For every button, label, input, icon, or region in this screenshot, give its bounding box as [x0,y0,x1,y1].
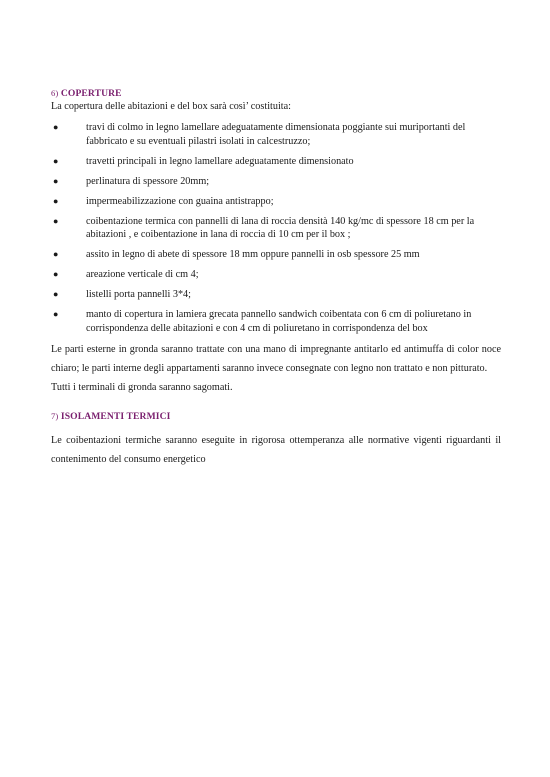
list-item-text: areazione verticale di cm 4; [86,269,199,281]
list-item [51,195,501,209]
bullet-icon: ● [53,309,59,320]
section-7-paragraph: Le coibentazioni termiche saranno eseguite in rigorosa ottemperanza alle normative vigenti riguardanti il contenimento del consumo energetico [51,435,501,465]
list-item-text: impermeabilizzazione con guaina antistrappo; [86,195,274,207]
list-item [51,121,501,149]
bullet-icon: ● [53,215,59,226]
bullet-icon: ● [53,249,59,260]
section-6-title: COPERTURE [60,88,122,99]
list-item [51,308,501,336]
list-item [51,215,501,243]
list-item [51,248,501,262]
section-6-heading [51,88,122,101]
gutter-terminals-text: Tutti i terminali di gronda saranno sagomati. [51,381,233,393]
list-item [51,175,501,189]
bullet-icon: ● [53,269,59,280]
list-item [51,288,501,302]
bullet-icon: ● [53,122,59,132]
list-item-text: travetti principali in legno lamellare adeguatamente dimensionato [86,155,354,167]
roofing-components-list [51,121,501,342]
list-item [51,155,501,169]
list-item-text: assito in legno di abete di spessore 18 mm oppure pannelli in osb spessore 25 mm [86,249,420,261]
section-6-paragraph [51,341,501,398]
section-7-number: 7) [51,411,59,421]
list-item-text: listelli porta pannelli 3*4; [86,289,191,301]
list-item-text: manto di copertura in lamiera grecata pannello sandwich coibentata con 6 cm di poliuretano in corrispondenza delle abitazioni e con 4 cm di poliuretano in corrispondenza del box [86,309,472,334]
section-7-heading [51,411,170,424]
bullet-icon: ● [53,155,59,166]
list-item-text: perlinatura di spessore 20mm; [86,175,210,187]
list-item-text: travi di colmo in legno lamellare adeguatamente dimensionata poggiante sui muriportanti del fabbricato e su eventuali pilastri isolati in calcestruzzo; [86,122,466,147]
section-6-number: 6) [51,88,59,98]
bullet-icon: ● [53,175,59,186]
bullet-icon: ● [53,195,59,206]
section-6-intro: La copertura delle abitazioni e del box sarà così’ costituita: [51,101,291,112]
section-7-title: ISOLAMENTI TERMICI [60,411,171,422]
bullet-icon: ● [53,289,59,300]
list-item-text: coibentazione termica con pannelli di lana di roccia densità 140 kg/mc di spessore 18 cm per la abitazioni , e coibentazione in lana di roccia di 10 cm per il box ; [86,215,475,241]
list-item [51,268,501,282]
gutter-treatment-text: Le parti esterne in gronda saranno trattate con una mano di impregnante antitarlo ed antimuffa di color noce chiaro; le parti interne degli appartamenti saranno invece consegnate con legno non trattato e non pitturato. [51,344,501,374]
